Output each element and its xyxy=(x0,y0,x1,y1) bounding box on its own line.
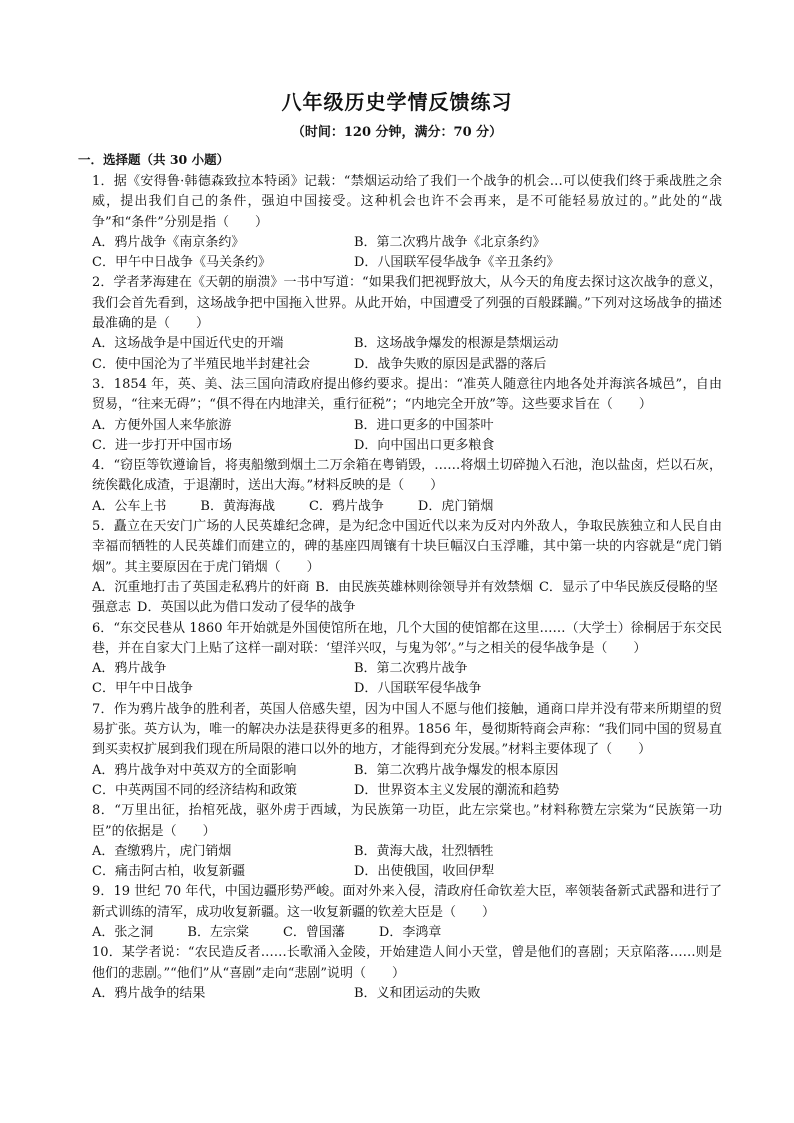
answer-option: A．鸦片战争的结果 xyxy=(92,985,206,1001)
answer-option: A．鸦片战争 xyxy=(92,661,167,677)
answer-options xyxy=(92,923,722,943)
page-title: 八年级历史学情反馈练习 xyxy=(281,90,513,114)
question-stem: 10．某学者说：“农民造反者……长歌涌入金陵，开始建造人间小天堂，曾是他们的喜剧；天京陷落……则是他们的悲剧。”“他们”从“喜剧”走向“悲剧”说明（ ） xyxy=(92,945,722,981)
answer-option: D．八国联军侵华战争《辛丑条约》 xyxy=(354,255,560,271)
answer-option: D．八国联军侵华战争 xyxy=(354,681,482,697)
answer-option: B．第二次鸦片战争爆发的根本原因 xyxy=(354,762,559,778)
answer-option: A．方便外国人来华旅游 xyxy=(92,417,232,433)
question-6 xyxy=(92,619,722,700)
answer-option: A．这场战争是中国近代史的开端 xyxy=(92,336,284,352)
answer-option: D．出使俄国，收回伊犁 xyxy=(354,864,495,880)
question-list xyxy=(92,172,722,1004)
answer-options xyxy=(92,761,722,802)
question-stem: 3．1854 年，英、美、法三国向清政府提出修约要求。提出：“准英人随意往内地各处并海滨各城邑”，自由贸易，“往来无碍”；“俱不得在内地津关，重行征税”；“内地完全开放”等。这些要求旨在（ ） xyxy=(92,376,722,413)
answer-option: A．鸦片战争《南京条约》 xyxy=(92,234,245,250)
question-stem: 6．“东交民巷从 1860 年开始就是外国使馆所在地，几个大国的使馆都在这里……（大学士）徐桐居于东交民巷，并在自家大门上贴了这样一副对联：‘望洋兴叹，与鬼为邻’。”与之相关的侵华战争是（ ） xyxy=(92,620,722,656)
answer-options xyxy=(92,334,722,375)
answer-option: D．李鸿章 xyxy=(378,924,442,940)
question-7 xyxy=(92,700,722,801)
answer-option: A．公车上书 xyxy=(92,498,167,514)
question-2 xyxy=(92,273,722,374)
question-3 xyxy=(92,375,722,456)
answer-option: C．显示了中华民族反侵略的坚强意志 xyxy=(92,579,718,616)
answer-option: C．使中国沦为了半殖民地半封建社会 xyxy=(92,356,310,372)
answer-option: C．中英两国不同的经济结构和政策 xyxy=(92,782,297,798)
answer-option: B．第二次鸦片战争《北京条约》 xyxy=(354,234,546,250)
question-stem: 7．作为鸦片战争的胜利者，英国人倍感失望，因为中国人不愿与他们接触，通商口岸并没有带来所期望的贸易扩张。英方认为，唯一的解决办法是获得更多的租界。1856 年，曼彻斯特商会声称：“我们同中国的贸易直到买卖权扩展到我们现在所局限的港口以外的地方，才能得到充分发展。”材料主要体现了（ ） xyxy=(92,701,722,758)
section-heading: 一．选择题（共 30 小题） xyxy=(78,152,230,167)
question-9 xyxy=(92,882,722,943)
answer-options xyxy=(92,416,722,457)
answer-option: B．由民族英雄林则徐领导并有效禁烟 xyxy=(315,579,533,595)
answer-option: A．沉重地打击了英国走私鸦片的奸商 xyxy=(92,579,310,595)
question-4 xyxy=(92,456,722,517)
question-10 xyxy=(92,943,722,1004)
answer-option: C．进一步打开中国市场 xyxy=(92,437,232,453)
answer-option: A．鸦片战争对中英双方的全面影响 xyxy=(92,762,297,778)
answer-option: A．查缴鸦片，虎门销烟 xyxy=(92,843,232,859)
answer-option: B．进口更多的中国茶叶 xyxy=(354,417,494,433)
question-1 xyxy=(92,172,722,273)
answer-options xyxy=(92,659,722,700)
answer-option: B．义和团运动的失败 xyxy=(354,985,481,1001)
question-stem: 8．“万里出征，抬棺死战，驱外虏于西域，为民族第一功臣，此左宗棠也。”材料称赞左宗棠为“民族第一功臣”的依据是（ ） xyxy=(92,803,722,839)
question-stem: 4．“窃臣等钦遵谕旨，将夷船缴到烟土二万余箱在粤销毁，……将烟土切碎抛入石池，泡以盐卤，烂以石灰，统俟戳化成渣，于退潮时，送出大海。”材料反映的是（ ） xyxy=(92,458,722,494)
question-stem: 5．矗立在天安门广场的人民英雄纪念碑，是为纪念中国近代以来为反对内外敌人，争取民族独立和人民自由幸福而牺牲的人民英雄们而建立的，碑的基座四周镶有十块巨幅汉白玉浮雕，其中第一块的内容就是“虎门销烟”。其主要原因在于虎门销烟（ ） xyxy=(92,519,722,575)
question-stem: 2．学者茅海建在《天朝的崩溃》一书中写道：“如果我们把视野放大，从今天的角度去探讨这次战争的意义，我们会首先看到，这场战争把中国拖入世界。从此开始，中国遭受了列强的百般蹂躏。”下列对这场战争的描述最准确的是（ ） xyxy=(92,275,722,332)
question-5 xyxy=(92,517,722,618)
answer-option: D．战争失败的原因是武器的落后 xyxy=(354,356,547,372)
answer-options xyxy=(92,578,722,619)
question-stem: 1．据《安得鲁·韩德森致拉本特函》记载：“禁烟运动给了我们一个战争的机会…可以使我们终于乘战胜之余威，提出我们自己的条件，强迫中国接受。这种机会也许不会再来，是不可能轻易放过的。”此处的“战争”和“条件”分别是指（ ） xyxy=(92,174,722,230)
answer-option: B．第二次鸦片战争 xyxy=(354,661,468,677)
answer-option: D．虎门销烟 xyxy=(417,498,494,514)
answer-option: B．黄海大战，壮烈牺牲 xyxy=(354,843,494,859)
answer-option: B．这场战争爆发的根源是禁烟运动 xyxy=(354,336,559,352)
answer-option: D．世界资本主义发展的潮流和趋势 xyxy=(354,782,560,798)
question-8 xyxy=(92,801,722,882)
answer-option: C．鸦片战争 xyxy=(308,498,384,514)
answer-option: C．甲午中日战争 xyxy=(92,681,193,697)
answer-option: C．甲午中日战争《马关条约》 xyxy=(92,255,271,271)
answer-options xyxy=(92,233,722,274)
answer-option: D．向中国出口更多粮食 xyxy=(354,437,495,453)
answer-option: A．张之洞 xyxy=(92,924,154,940)
answer-option: B．黄海海战 xyxy=(200,498,275,514)
answer-option: B．左宗棠 xyxy=(187,924,249,940)
answer-options xyxy=(92,497,722,517)
answer-options xyxy=(92,842,722,883)
answer-option: D．英国以此为借口发动了侵华的战争 xyxy=(137,600,356,616)
exam-info: （时间：120 分钟，满分：70 分） xyxy=(291,125,503,140)
answer-options xyxy=(92,984,722,1004)
answer-option: C．曾国藩 xyxy=(282,924,345,940)
question-stem: 9．19 世纪 70 年代，中国边疆形势严峻。面对外来入侵，清政府任命钦差大臣，率领装备新式武器和进行了新式训练的清军，成功收复新疆。这一收复新疆的钦差大臣是（ ） xyxy=(92,884,722,920)
answer-option: C．痛击阿古柏，收复新疆 xyxy=(92,864,245,880)
